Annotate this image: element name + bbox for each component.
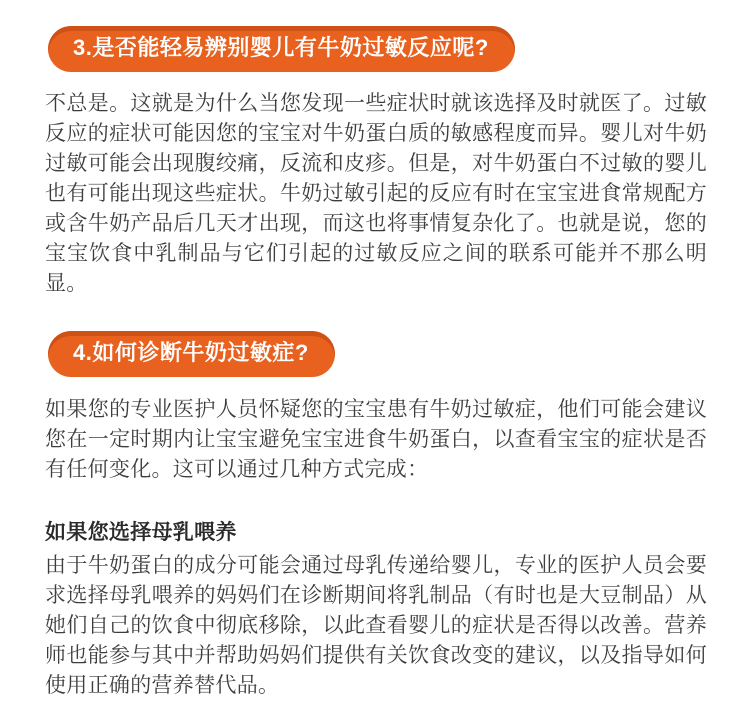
section-4-heading-banner <box>48 331 335 377</box>
breastfeeding-paragraph: 由于牛奶蛋白的成分可能会通过母乳传递给婴儿，专业的医护人员会要求选择母乳喂养的妈妈们在诊断期间将乳制品（有时也是大豆制品）从她们自己的饮食中彻底移除，以此查看婴儿的症状是否得以改善。营养师也能参与其中并帮助妈妈们提供有关饮食改变的建议，以及指导如何使用正确的营养替代品。 <box>45 554 707 698</box>
section-3-heading-text: 3.是否能轻易辨别婴儿有牛奶过敏反应呢? <box>73 35 489 60</box>
breastfeeding-subheading: 如果您选择母乳喂养 <box>45 521 237 545</box>
section-question-3 <box>45 26 707 299</box>
section-3-paragraph: 不总是。这就是为什么当您发现一些症状时就该选择及时就医了。过敏反应的症状可能因您的宝宝对牛奶蛋白质的敏感程度而异。婴儿对牛奶过敏可能会出现腹绞痛，反流和皮疹。但是，对牛奶蛋白不过敏的婴儿也有可能出现这些症状。牛奶过敏引起的反应有时在宝宝进食常规配方或含牛奶产品后几天才出现，而这也将事情复杂化了。也就是说，您的宝宝饮食中乳制品与它们引起的过敏反应之间的联系可能并不那么明显。 <box>45 92 707 296</box>
section-4-heading-text: 4.如何诊断牛奶过敏症? <box>73 340 309 366</box>
section-4-paragraph: 如果您的专业医护人员怀疑您的宝宝患有牛奶过敏症，他们可能会建议您在一定时期内让宝宝避免宝宝进食牛奶蛋白，以查看宝宝的症状是否有任何变化。这可以通过几种方式完成： <box>45 398 707 482</box>
section-3-heading-banner <box>48 26 515 72</box>
section-question-4 <box>45 299 707 701</box>
